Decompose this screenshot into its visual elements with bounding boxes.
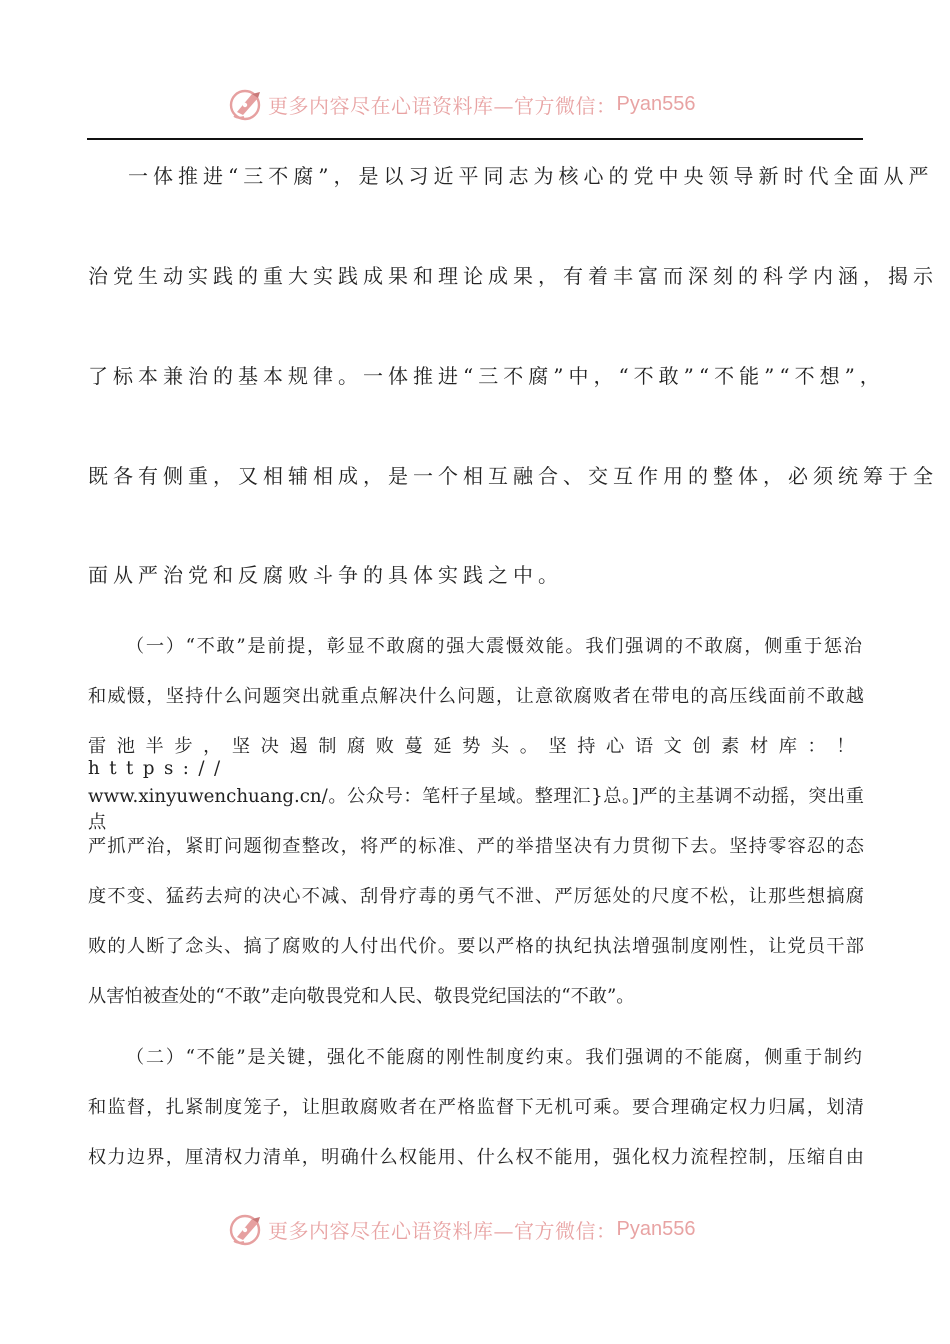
intro-line: 了标本兼治的基本规律。一体推进“三不腐”中，“不敢”“不能”“不想”， bbox=[88, 364, 885, 388]
section1-line: 败的人断了念头、搞了腐败的人付出代价。要以严格的执纪执法增强制度刚性，让党员干部 bbox=[88, 936, 864, 957]
header-banner bbox=[0, 84, 950, 124]
banner-wechat-id: Pyan556 bbox=[616, 92, 696, 115]
pen-nib-logo-icon bbox=[228, 86, 264, 122]
section1-line: 严抓严治，紧盯问题彻查整改，将严的标准、严的举措坚决有力贯彻下去。坚持零容忍的态 bbox=[88, 836, 864, 857]
intro-line: 面从严治党和反腐败斗争的具体实践之中。 bbox=[88, 563, 563, 587]
footer-banner bbox=[0, 1209, 950, 1249]
section1-line: 雷池半步，坚决遏制腐败蔓延势头。坚持心语文创素材库：！https:// bbox=[88, 736, 864, 779]
banner-text: 更多内容尽在心语资料库—官方微信： bbox=[268, 1218, 617, 1243]
section1-line: 和威慑，坚持什么问题突出就重点解决什么问题，让意欲腐败者在带电的高压线面前不敢越 bbox=[88, 686, 864, 707]
section2-line: 权力边界，厘清权力清单，明确什么权能用、什么权不能用，强化权力流程控制，压缩自由 bbox=[88, 1147, 864, 1168]
section2-line: 和监督，扎紧制度笼子，让胆敢腐败者在严格监督下无机可乘。要合理确定权力归属，划清 bbox=[88, 1097, 864, 1118]
section1-line: 度不变、猛药去疴的决心不减、刮骨疗毒的勇气不泄、严厉惩处的尺度不松，让那些想搞腐 bbox=[88, 886, 864, 907]
header-divider bbox=[87, 138, 863, 140]
intro-line: 既各有侧重，又相辅相成，是一个相互融合、交互作用的整体，必须统筹于全 bbox=[88, 464, 938, 488]
section1-line: （一）“不敢”是前提，彰显不敢腐的强大震慑效能。我们强调的不敢腐，侧重于惩治 bbox=[126, 636, 862, 657]
section2-line: （二）“不能”是关键，强化不能腐的刚性制度约束。我们强调的不能腐，侧重于制约 bbox=[126, 1047, 862, 1068]
pen-nib-logo-icon bbox=[228, 1211, 264, 1247]
banner-wechat-id: Pyan556 bbox=[616, 1217, 696, 1240]
intro-line: 治党生动实践的重大实践成果和理论成果，有着丰富而深刻的科学内涵，揭示 bbox=[88, 264, 938, 288]
banner-text: 更多内容尽在心语资料库—官方微信： bbox=[268, 93, 617, 118]
intro-line: 一体推进“三不腐”，是以习近平同志为核心的党中央领导新时代全面从严 bbox=[128, 164, 934, 188]
section1-line: www.xinyuwenchuang.cn/。公众号：笔杆子星域。整理汇}总。]严的主基调不动摇，突出重点 bbox=[88, 786, 864, 833]
section1-line: 从害怕被查处的“不敢”走向敬畏党和人民、敬畏党纪国法的“不敢”。 bbox=[88, 986, 635, 1007]
